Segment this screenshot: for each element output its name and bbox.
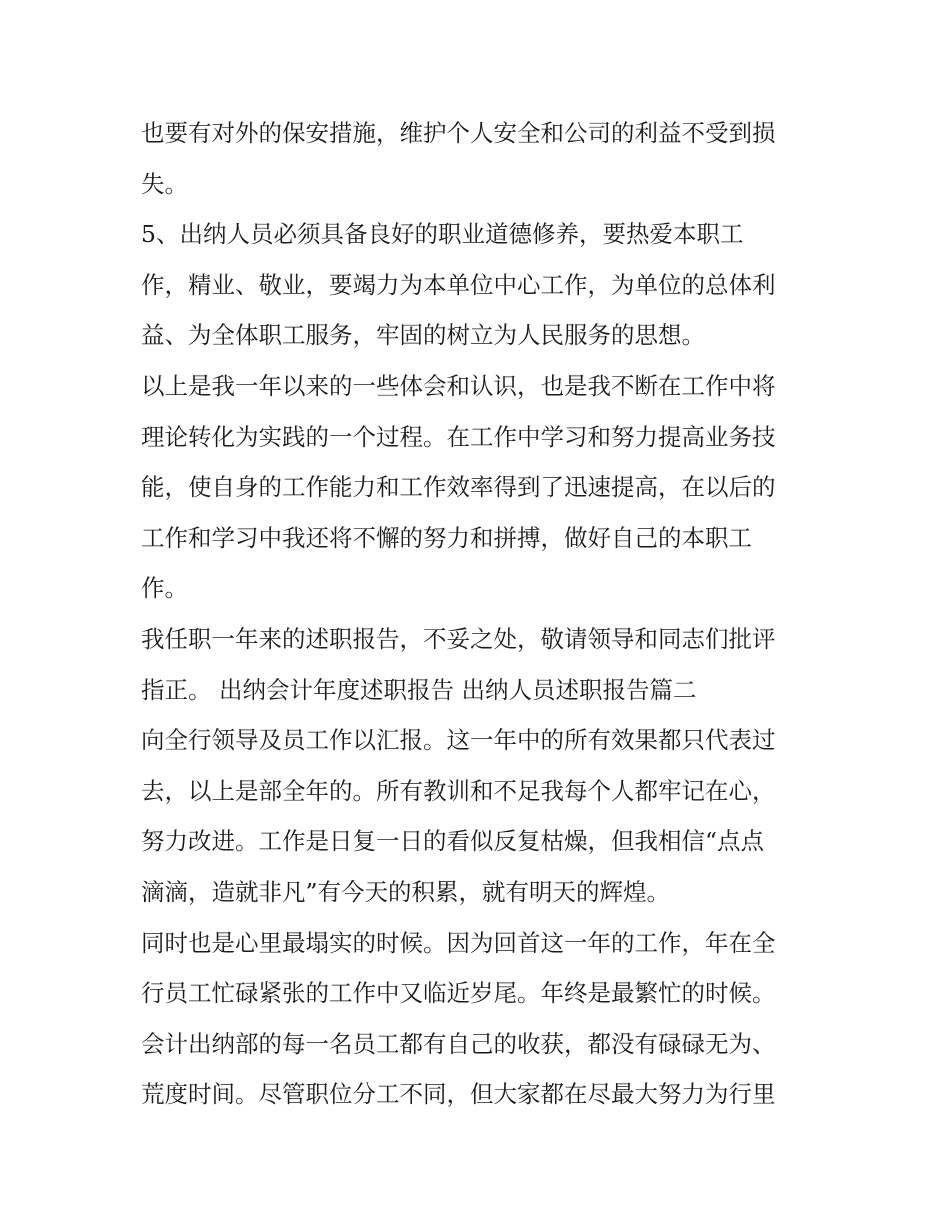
text-line: 行员工忙碌紧张的工作中又临近岁尾。年终是最繁忙的时候。 <box>141 979 776 1008</box>
text-line: 同时也是心里最塌实的时候。因为回首这一年的工作，年在全 <box>141 928 776 957</box>
text-line: 能，使自身的工作能力和工作效率得到了迅速提高，在以后的 <box>141 473 776 502</box>
text-line: 以上是我一年以来的一些体会和认识，也是我不断在工作中将 <box>141 371 776 400</box>
text-line: 努力改进。工作是日复一日的看似反复枯燥，但我相信“点点 <box>141 827 765 856</box>
text-line: 荒度时间。尽管职位分工不同，但大家都在尽最大努力为行里 <box>141 1080 776 1109</box>
text-line: 向全行领导及员工作以汇报。这一年中的所有效果都只代表过 <box>141 726 776 755</box>
text-line: 也要有对外的保安措施，维护个人安全和公司的利益不受到损 <box>141 119 776 147</box>
text-line: 会计出纳部的每一名员工都有自己的收获，都没有碌碌无为、 <box>141 1029 776 1058</box>
text-line: 理论转化为实践的一个过程。在工作中学习和努力提高业务技 <box>141 422 776 451</box>
text-line: 指正。 出纳会计年度述职报告 出纳人员述职报告篇二 <box>141 675 697 704</box>
text-line: 失。 <box>141 169 188 198</box>
text-line: 我任职一年来的述职报告，不妥之处，敬请领导和同志们批评 <box>141 624 776 653</box>
text-line: 5、出纳人员必须具备良好的职业道德修养，要热爱本职工 <box>141 220 744 249</box>
text-line: 益、为全体职工服务，牢固的树立为人民服务的思想。 <box>141 321 705 350</box>
text-line: 工作和学习中我还将不懈的努力和拼搏，做好自己的本职工 <box>141 523 752 552</box>
text-line: 作，精业、敬业，要竭力为本单位中心工作，为单位的总体利 <box>141 270 776 299</box>
text-line: 滴滴，造就非凡”有今天的积累，就有明天的辉煌。 <box>141 877 671 906</box>
text-line: 作。 <box>141 574 188 603</box>
body-text <box>141 108 821 1120</box>
text-line: 去，以上是部全年的。所有教训和不足我每个人都牢记在心， <box>141 776 776 805</box>
